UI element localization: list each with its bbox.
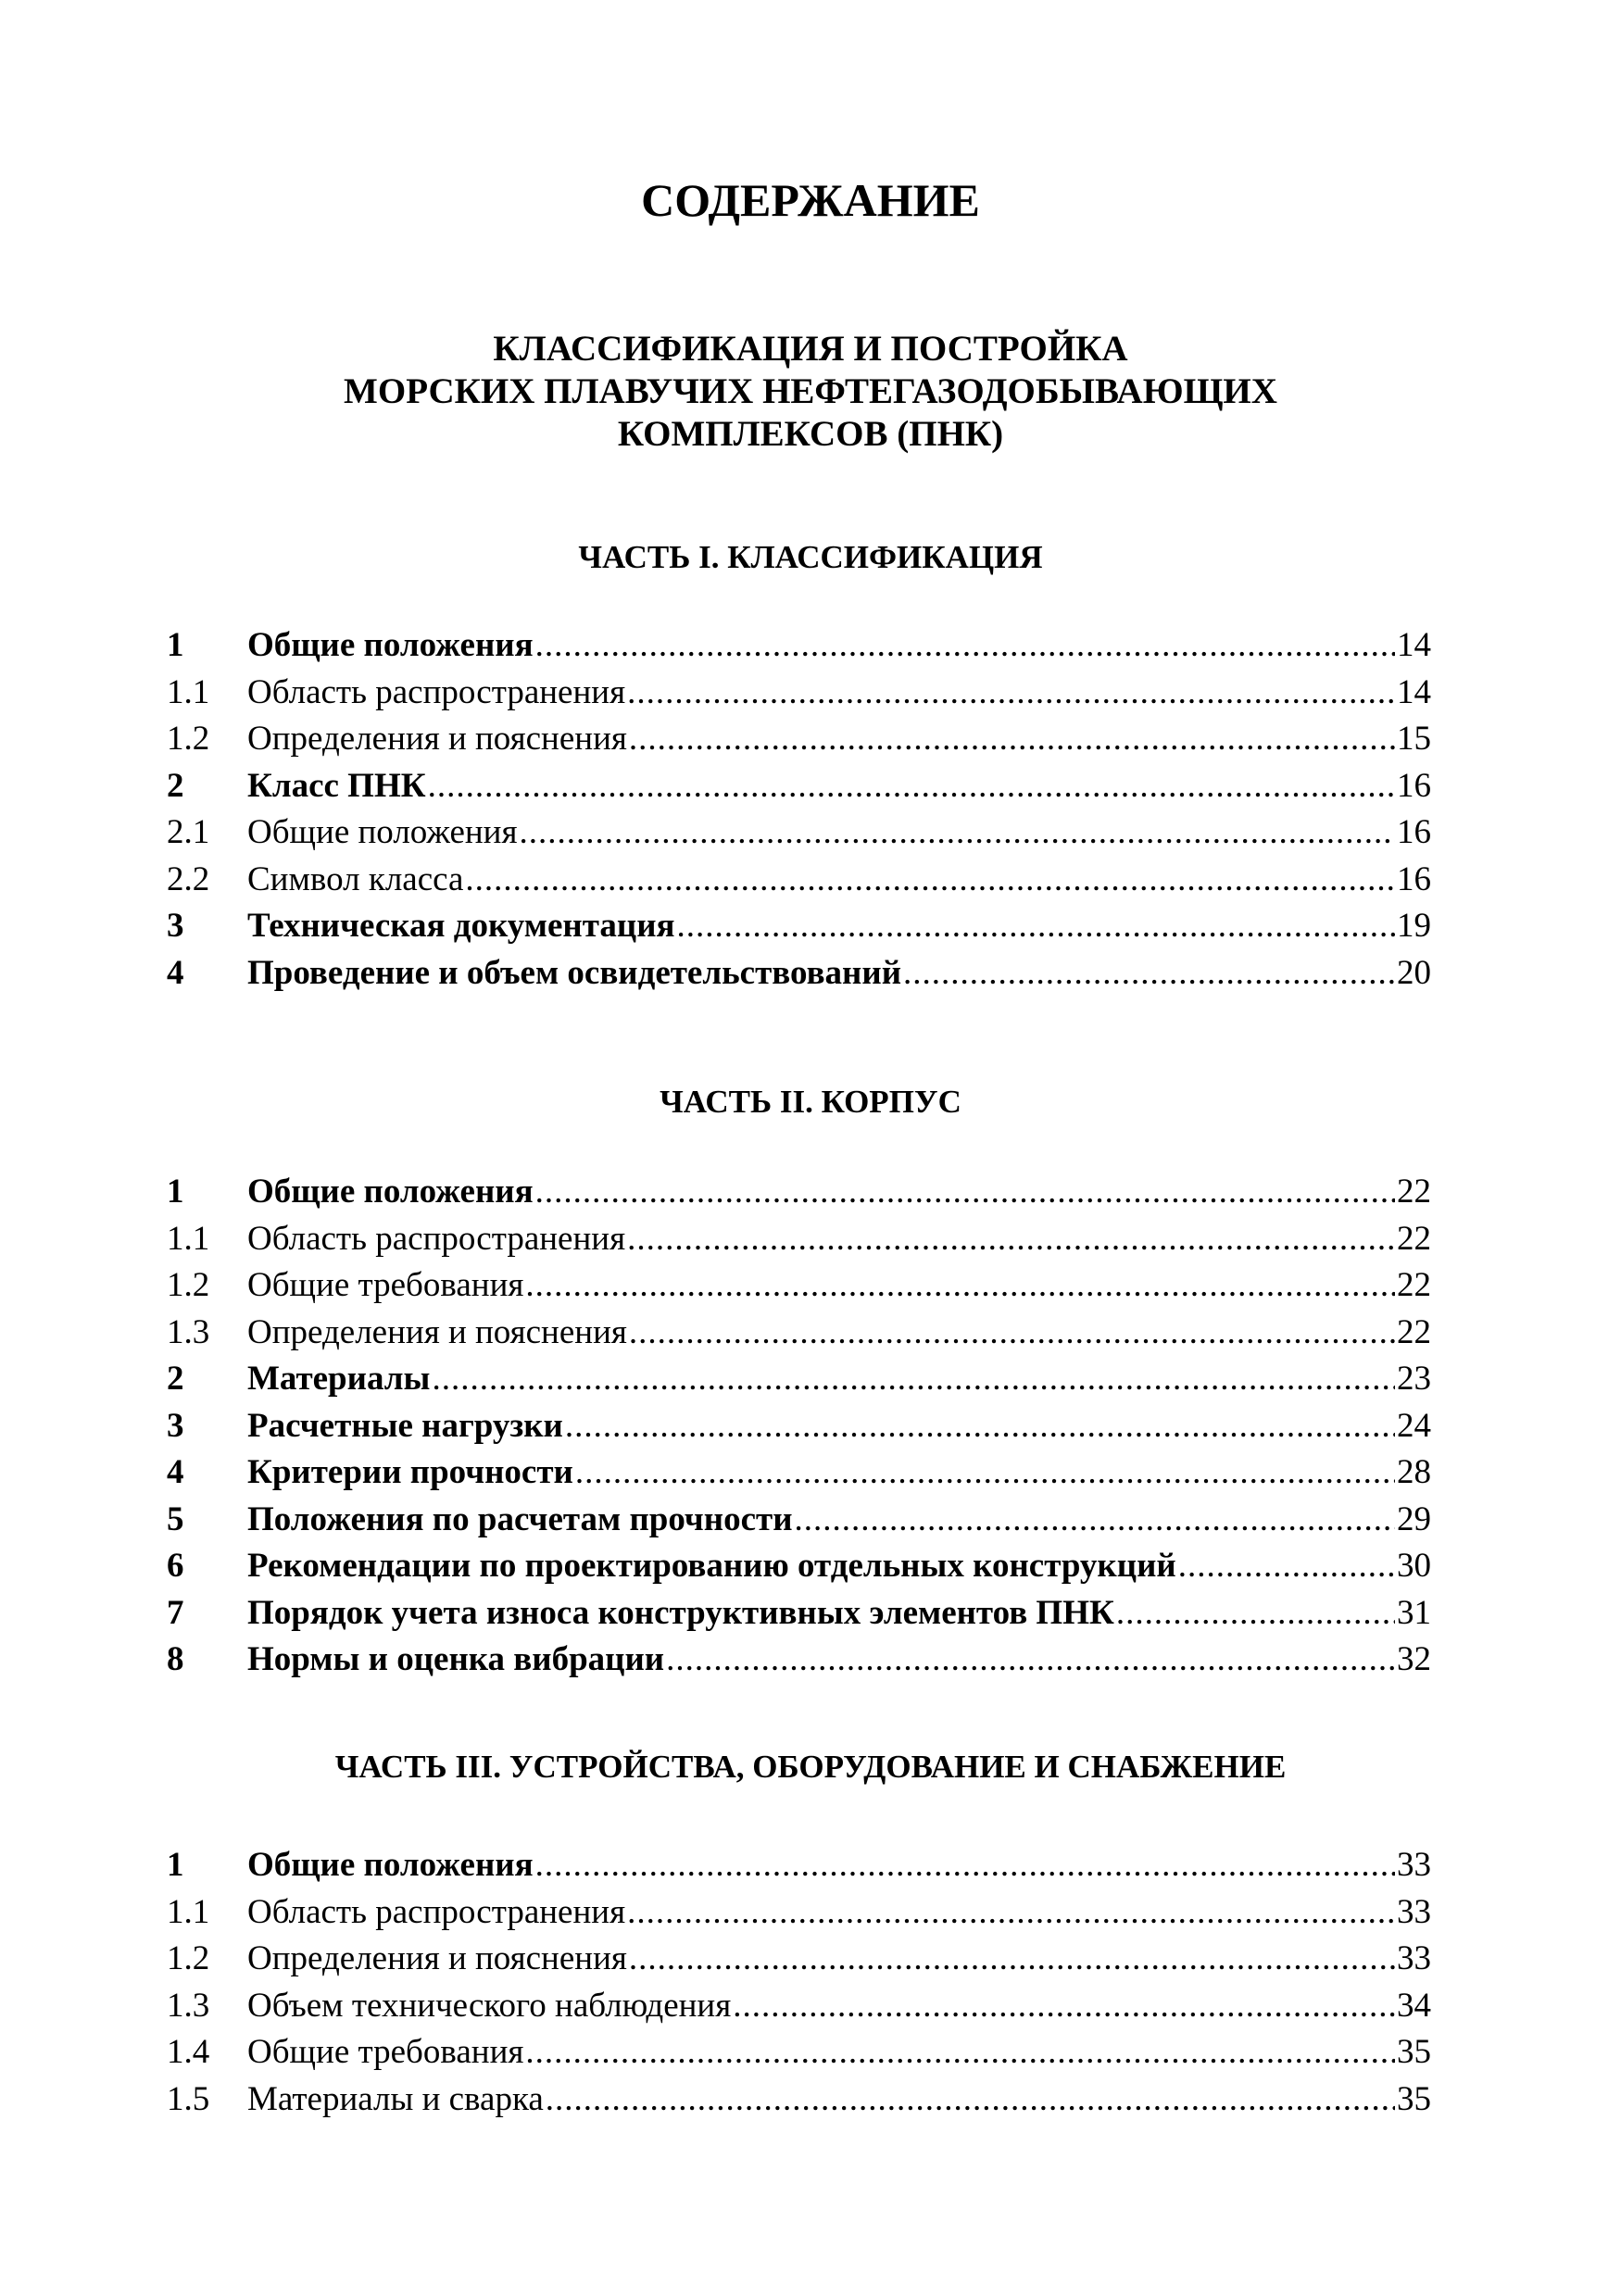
toc-entry[interactable] xyxy=(167,1889,1431,1937)
toc-entry-title: Общие положения xyxy=(247,1846,534,1884)
toc-dot-leader xyxy=(1116,1590,1395,1637)
toc-dot-leader xyxy=(535,1842,1395,1889)
toc-entry[interactable] xyxy=(167,903,1431,950)
toc-entry[interactable] xyxy=(167,1449,1431,1497)
toc-entry-page: 22 xyxy=(1397,1219,1431,1258)
toc-entry-title: Материалы xyxy=(247,1360,431,1398)
toc-entry-page: 29 xyxy=(1397,1499,1431,1538)
toc-entry-number: 1 xyxy=(167,1846,184,1884)
toc-entry-number: 7 xyxy=(167,1593,184,1632)
toc-entry[interactable] xyxy=(167,1356,1431,1403)
toc-entry-page: 15 xyxy=(1397,720,1431,758)
toc-entry-number: 3 xyxy=(167,1406,184,1445)
toc-entry-page: 19 xyxy=(1397,907,1431,945)
toc-entry-page: 22 xyxy=(1397,1266,1431,1304)
toc-entry[interactable] xyxy=(167,763,1431,810)
toc-entry-title: Общие требования xyxy=(247,1266,524,1304)
toc-entry-title: Общие положения xyxy=(247,1173,534,1211)
toc-entry-title: Техническая документация xyxy=(247,907,675,945)
toc-entry[interactable] xyxy=(167,622,1431,670)
toc-entry-number: 3 xyxy=(167,907,184,945)
toc-entry-number: 1 xyxy=(167,626,184,664)
toc-entry-number: 1.2 xyxy=(167,1266,210,1304)
toc-entry-page: 30 xyxy=(1397,1547,1431,1585)
toc-entry-title: Материалы и сварка xyxy=(247,2079,544,2118)
toc-dot-leader xyxy=(903,950,1395,997)
toc-entry-page: 22 xyxy=(1397,1173,1431,1211)
toc-entry[interactable] xyxy=(167,1983,1431,2030)
toc-entry-title: Область распространения xyxy=(247,672,626,711)
toc-dot-leader xyxy=(535,622,1395,670)
toc-entry-number: 4 xyxy=(167,1453,184,1491)
toc-entry-number: 1.1 xyxy=(167,672,210,711)
toc-dot-leader xyxy=(465,857,1395,904)
toc-list-part-2 xyxy=(167,1169,1431,1684)
toc-entry-number: 4 xyxy=(167,953,184,992)
toc-entry[interactable] xyxy=(167,1637,1431,1684)
toc-entry-number: 1.1 xyxy=(167,1892,210,1931)
toc-dot-leader xyxy=(795,1497,1395,1544)
part-heading-2: ЧАСТЬ II. КОРПУС xyxy=(660,1084,961,1120)
toc-entry-number: 1.3 xyxy=(167,1312,210,1351)
book-title-line: МОРСКИХ ПЛАВУЧИХ НЕФТЕГАЗОДОБЫВАЮЩИХ xyxy=(344,371,1277,411)
toc-dot-leader xyxy=(432,1356,1395,1403)
toc-entry-page: 28 xyxy=(1397,1453,1431,1491)
toc-dot-leader xyxy=(519,809,1395,857)
toc-entry-number: 2.2 xyxy=(167,859,210,898)
toc-entry-number: 1.4 xyxy=(167,2033,210,2071)
toc-entry-page: 34 xyxy=(1397,1986,1431,2025)
toc-entry-number: 8 xyxy=(167,1640,184,1678)
toc-dot-leader xyxy=(627,670,1395,717)
toc-list-part-3 xyxy=(167,1842,1431,2123)
toc-entry-number: 1.3 xyxy=(167,1986,210,2025)
toc-dot-leader xyxy=(629,1936,1395,1983)
toc-entry-page: 16 xyxy=(1397,859,1431,898)
book-title-line: КЛАССИФИКАЦИЯ И ПОСТРОЙКА xyxy=(493,329,1128,369)
toc-dot-leader xyxy=(535,1169,1395,1216)
toc-entry-number: 1.1 xyxy=(167,1219,210,1258)
toc-entry[interactable] xyxy=(167,1543,1431,1590)
toc-entry-page: 22 xyxy=(1397,1312,1431,1351)
toc-entry-title: Определения и пояснения xyxy=(247,1939,627,1977)
toc-entry[interactable] xyxy=(167,1169,1431,1216)
toc-entry[interactable] xyxy=(167,1497,1431,1544)
toc-dot-leader xyxy=(575,1449,1395,1497)
toc-entry[interactable] xyxy=(167,1590,1431,1637)
toc-entry-title: Область распространения xyxy=(247,1219,626,1258)
toc-entry[interactable] xyxy=(167,2076,1431,2124)
book-title-line: КОМПЛЕКСОВ (ПНК) xyxy=(617,414,1004,454)
toc-entry-page: 31 xyxy=(1397,1593,1431,1632)
toc-dot-leader xyxy=(525,1262,1395,1310)
toc-entry-title: Общие положения xyxy=(247,813,518,851)
toc-entry-page: 14 xyxy=(1397,672,1431,711)
toc-entry[interactable] xyxy=(167,716,1431,763)
toc-entry-page: 16 xyxy=(1397,813,1431,851)
toc-entry[interactable] xyxy=(167,1936,1431,1983)
toc-dot-leader xyxy=(666,1637,1395,1684)
toc-entry-title: Нормы и оценка вибрации xyxy=(247,1640,665,1678)
toc-entry-title: Порядок учета износа конструктивных элементов ПНК xyxy=(247,1593,1114,1632)
toc-entry-page: 33 xyxy=(1397,1939,1431,1977)
toc-dot-leader xyxy=(565,1403,1395,1450)
toc-entry-title: Символ класса xyxy=(247,859,464,898)
toc-entry-title: Проведение и объем освидетельствований xyxy=(247,953,902,992)
toc-entry-number: 2.1 xyxy=(167,813,210,851)
part-heading-3: ЧАСТЬ III. УСТРОЙСТВА, ОБОРУДОВАНИЕ И СНАБЖЕНИЕ xyxy=(334,1749,1287,1785)
book-title xyxy=(0,328,1621,456)
toc-dot-leader xyxy=(733,1983,1395,2030)
toc-dot-leader xyxy=(629,1310,1395,1357)
toc-entry-page: 20 xyxy=(1397,953,1431,992)
toc-entry[interactable] xyxy=(167,809,1431,857)
toc-entry-number: 6 xyxy=(167,1547,184,1585)
toc-entry-title: Критерии прочности xyxy=(247,1453,573,1491)
toc-entry[interactable] xyxy=(167,1403,1431,1450)
toc-entry[interactable] xyxy=(167,1262,1431,1310)
toc-entry-number: 5 xyxy=(167,1499,184,1538)
toc-entry[interactable] xyxy=(167,1216,1431,1263)
toc-entry-page: 35 xyxy=(1397,2033,1431,2071)
toc-entry-page: 32 xyxy=(1397,1640,1431,1678)
toc-entry-page: 33 xyxy=(1397,1892,1431,1931)
toc-entry-number: 1 xyxy=(167,1173,184,1211)
toc-entry-page: 35 xyxy=(1397,2079,1431,2118)
toc-entry-number: 2 xyxy=(167,766,184,805)
toc-list-part-1 xyxy=(167,622,1431,997)
toc-dot-leader xyxy=(677,903,1395,950)
toc-entry-number: 1.2 xyxy=(167,1939,210,1977)
toc-entry-page: 23 xyxy=(1397,1360,1431,1398)
toc-entry-number: 1.5 xyxy=(167,2079,210,2118)
toc-dot-leader xyxy=(627,1889,1395,1937)
toc-entry[interactable] xyxy=(167,2029,1431,2076)
page-title: СОДЕРЖАНИЕ xyxy=(641,174,980,226)
toc-entry-title: Определения и пояснения xyxy=(247,1312,627,1351)
toc-entry-title: Объем технического наблюдения xyxy=(247,1986,732,2025)
toc-dot-leader xyxy=(629,716,1395,763)
toc-entry-title: Рекомендации по проектированию отдельных конструкций xyxy=(247,1547,1176,1585)
toc-entry-title: Положения по расчетам прочности xyxy=(247,1499,793,1538)
toc-entry[interactable] xyxy=(167,670,1431,717)
toc-entry-title: Определения и пояснения xyxy=(247,720,627,758)
toc-entry-title: Класс ПНК xyxy=(247,766,426,805)
toc-entry-title: Общие требования xyxy=(247,2033,524,2071)
toc-entry-number: 1.2 xyxy=(167,720,210,758)
toc-entry-title: Область распространения xyxy=(247,1892,626,1931)
toc-entry-page: 33 xyxy=(1397,1846,1431,1884)
toc-entry-title: Расчетные нагрузки xyxy=(247,1406,563,1445)
toc-entry-title: Общие положения xyxy=(247,626,534,664)
part-heading-1: ЧАСТЬ I. КЛАССИФИКАЦИЯ xyxy=(578,539,1043,575)
toc-dot-leader xyxy=(428,763,1395,810)
toc-entry-page: 24 xyxy=(1397,1406,1431,1445)
toc-entry-number: 2 xyxy=(167,1360,184,1398)
toc-entry-page: 16 xyxy=(1397,766,1431,805)
toc-entry-page: 14 xyxy=(1397,626,1431,664)
toc-entry[interactable] xyxy=(167,950,1431,997)
toc-dot-leader xyxy=(627,1216,1395,1263)
toc-dot-leader xyxy=(1178,1543,1395,1590)
toc-entry[interactable] xyxy=(167,1842,1431,1889)
toc-entry[interactable] xyxy=(167,1310,1431,1357)
toc-dot-leader xyxy=(546,2076,1395,2124)
toc-dot-leader xyxy=(525,2029,1395,2076)
toc-entry[interactable] xyxy=(167,857,1431,904)
